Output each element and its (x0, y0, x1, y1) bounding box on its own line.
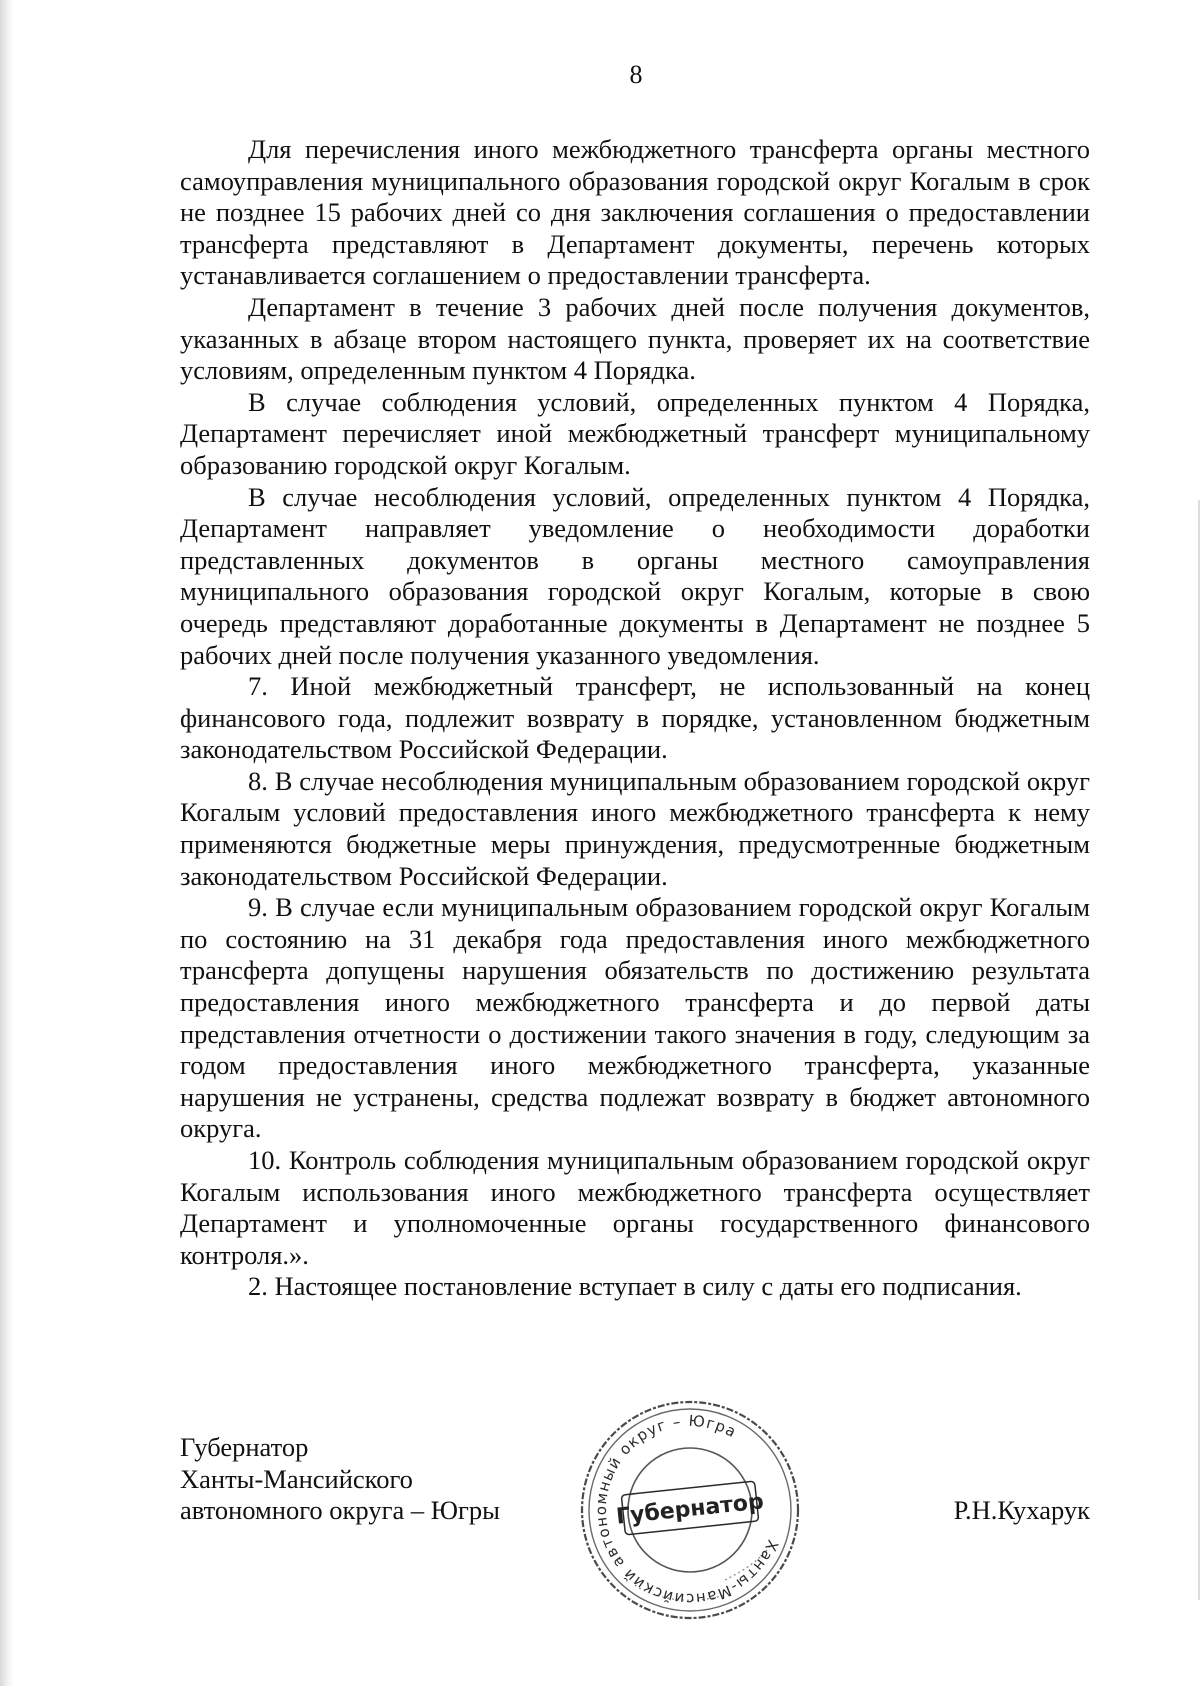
paragraph-effective-date: 2. Настоящее постановление вступает в силу с даты его подписания. (248, 1271, 1022, 1302)
paragraph-transfer-documents: Для перечисления иного межбюджетного трансферта органы местного самоуправления муниципального образования городской округ Когалым в срок не позднее 15 рабочих дней со дня заключения соглашения о предоставлении трансферта представляют в Департамент документы, перечень которых устанавливается соглашением о предоставлении трансферта. (180, 134, 1090, 291)
paragraph-item-7: 7. Иной межбюджетный трансферт, не использованный на конец финансового года, подлежит возврату в порядке, установленном бюджетным законодательством Российской Федерации. (180, 671, 1090, 765)
page-number: 8 (629, 60, 643, 89)
document-body (180, 134, 1090, 1303)
signature-title-line: Ханты-Мансийского (180, 1463, 413, 1494)
seal-center-text: Губернатор (615, 1489, 765, 1530)
paragraph-item-10: 10. Контроль соблюдения муниципальным образованием городской округ Когалым использования иного межбюджетного трансферта осуществляет Департамент и уполномоченные органы государственного финансового контроля.». (180, 1145, 1090, 1270)
scan-edge-shadow (0, 0, 14, 1686)
paragraph-item-8: 8. В случае несоблюдения муниципальным образованием городской округ Когалым условий предоставления иного межбюджетного трансферта к нему применяются бюджетные меры принуждения, предусмотренные бюджетным законодательством Российской Федерации. (180, 765, 1090, 891)
signatory-name: Р.Н.Кухарук (953, 1495, 1090, 1525)
paragraph-department-check: Департамент в течение 3 рабочих дней после получения документов, указанных в абзаце втором настоящего пункта, проверяет их на соответствие условиям, определенным пунктом 4 Порядка. (180, 291, 1090, 386)
official-seal (575, 1395, 805, 1625)
paragraph-item-9: 9. В случае если муниципальным образованием городской округ Когалым по состоянию на 31 декабря года предоставления иного межбюджетного трансферта допущены нарушения обязательств по достижению результата предоставления иного межбюджетного трансферта и до первой даты представления отчетности о достижении такого значения в году, следующим за годом предоставления иного межбюджетного трансферта, указанные нарушения не устранены, средства подлежат возврату в бюджет автономного округа. (180, 892, 1090, 1144)
paragraph-conditions-not-met: В случае несоблюдения условий, определенных пунктом 4 Порядка, Департамент направляет уведомление о необходимости доработки представленных документов в органы местного самоуправления муниципального образования городской округ Когалым, которые в свою очередь представляют доработанные документы в Департамент не позднее 5 рабочих дней после получения указанного уведомления. (180, 481, 1090, 670)
paragraph-conditions-met: В случае соблюдения условий, определенных пунктом 4 Порядка, Департамент перечисляет иной межбюджетный трансферт муниципальному образованию городской округ Когалым. (180, 386, 1090, 480)
signature-title-line: автономного округа – Югры (180, 1495, 500, 1526)
signature-title (180, 1432, 500, 1527)
signature-title-line: Губернатор (180, 1432, 309, 1462)
seal-ring-text: Ханты-Мансийский автономный округ – Югра (591, 1411, 782, 1609)
